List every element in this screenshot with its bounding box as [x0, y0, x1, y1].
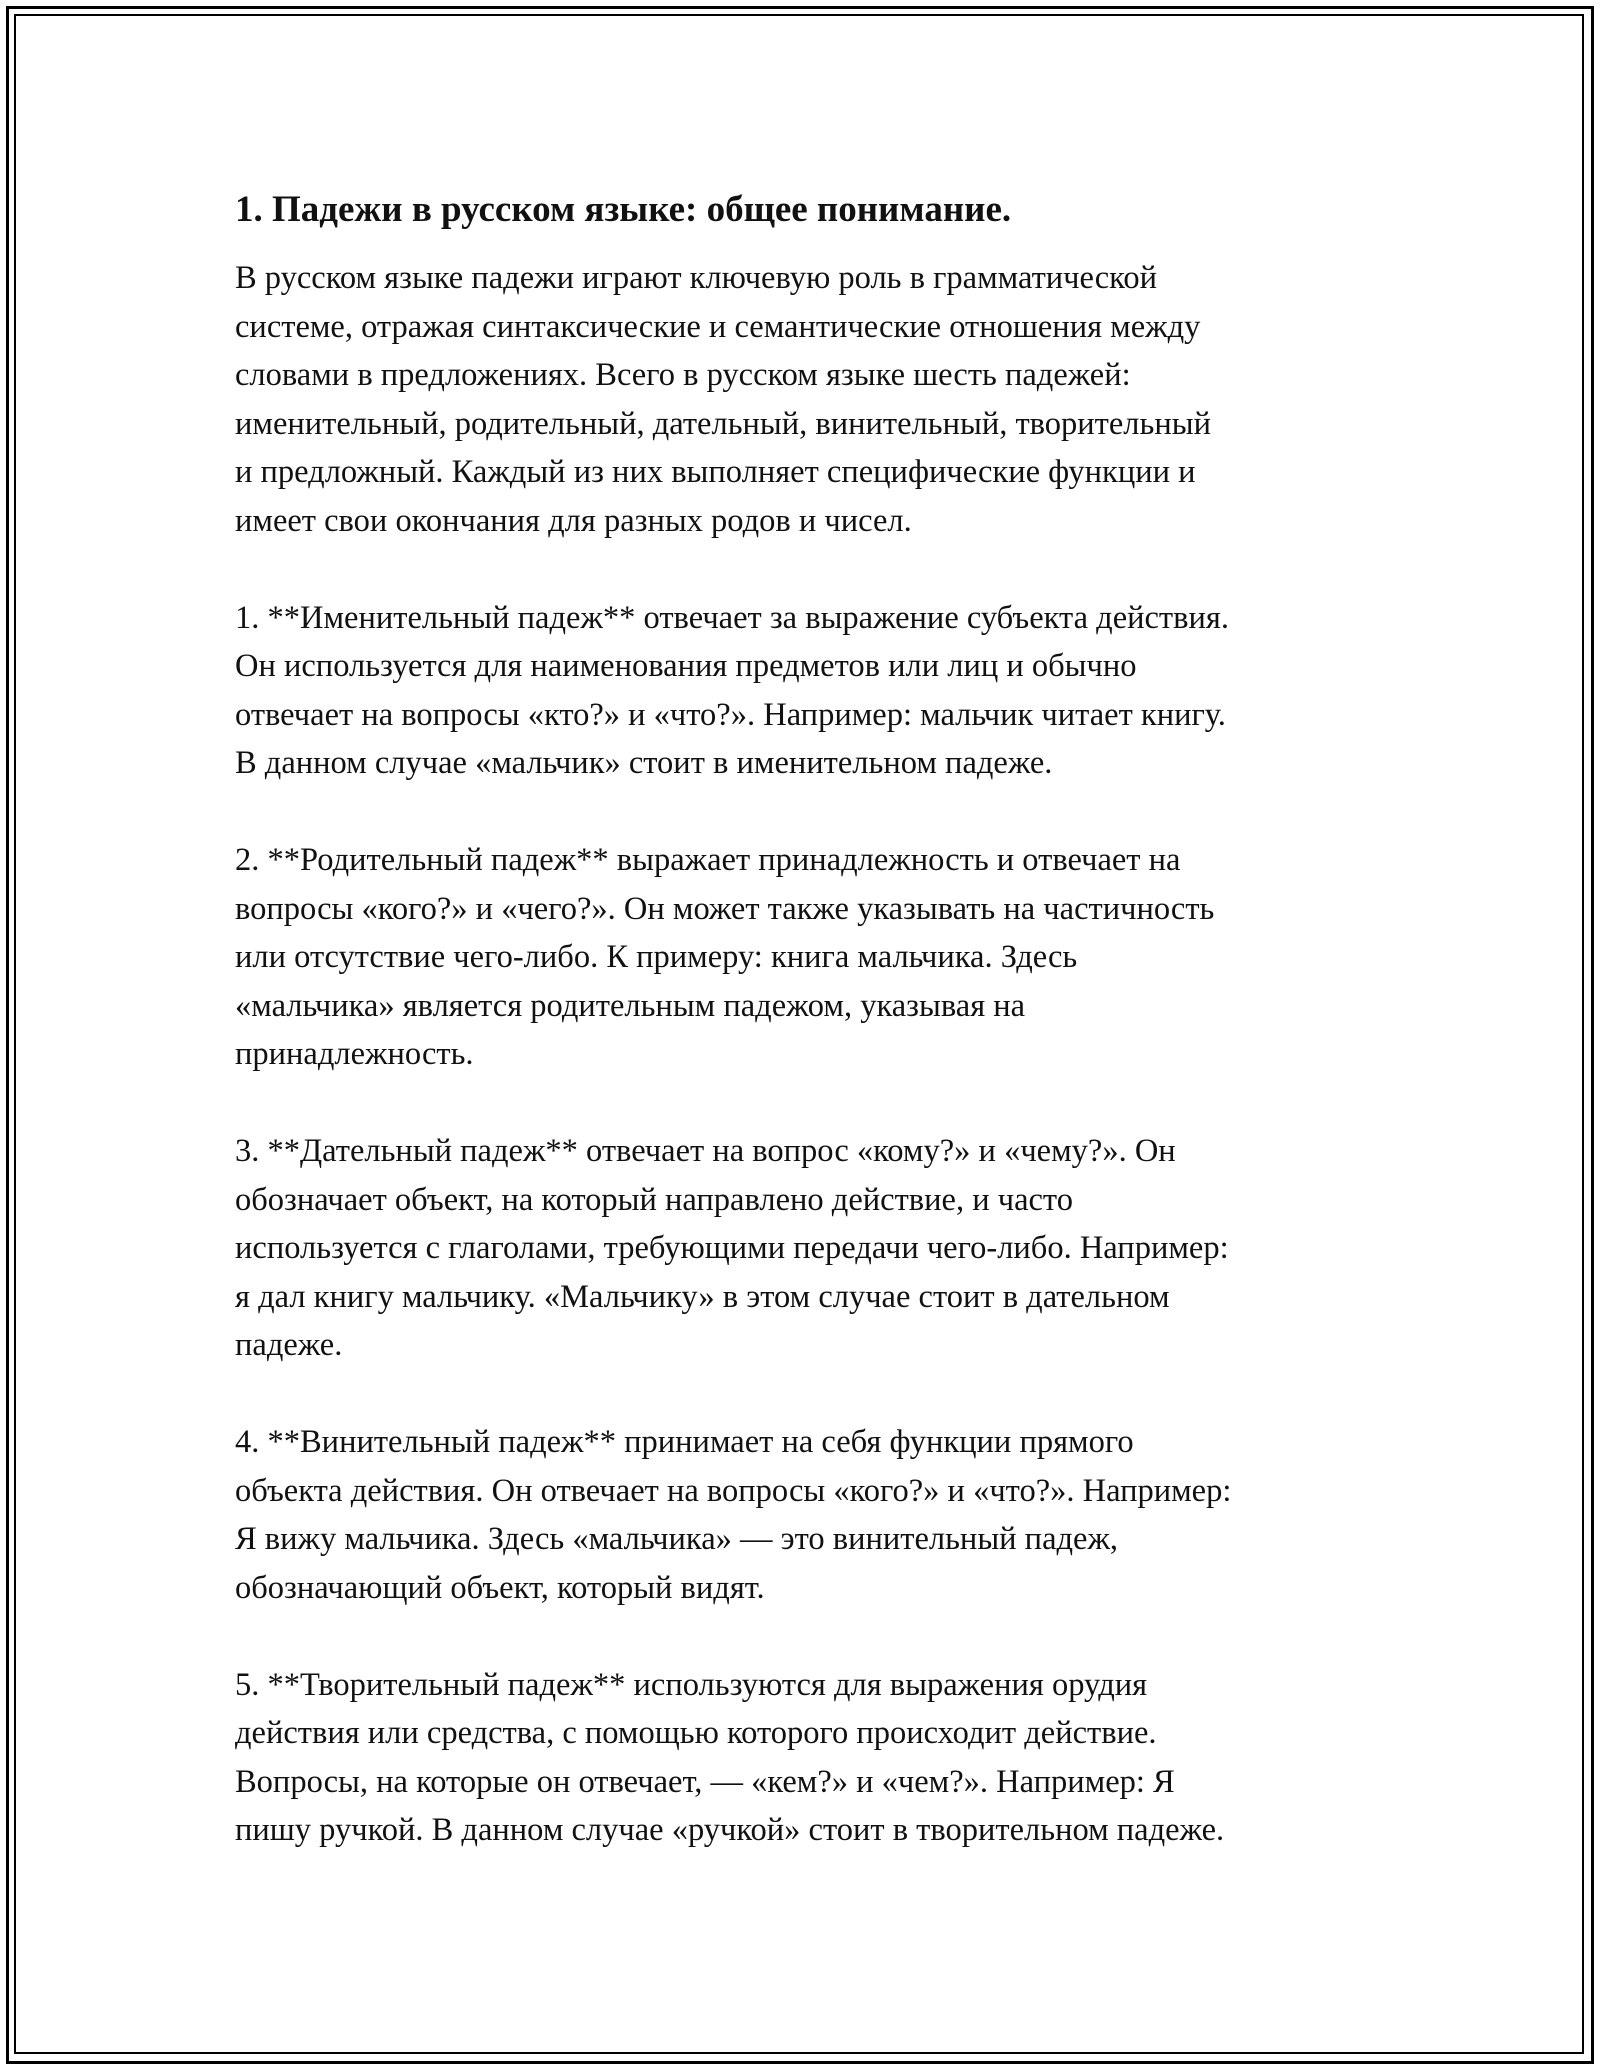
paragraph-genitive	[235, 836, 1370, 1079]
section-title: 1. Падежи в русском языке: общее понимание.	[235, 189, 1012, 230]
text-line: имеет свои окончания для разных родов и чисел.	[235, 502, 912, 539]
text-line: падеже.	[235, 1327, 343, 1363]
document-body	[235, 186, 1370, 1903]
text-line: и предложный. Каждый из них выполняет специфические функции и	[235, 454, 1196, 490]
text-line: обозначает объект, на который направлено действие, и часто	[235, 1181, 1073, 1218]
text-line: отвечает на вопросы «кто?» и «что?». Например: мальчик читает книгу.	[235, 696, 1226, 733]
text-line: действия или средства, с помощью которого происходит действие.	[235, 1715, 1157, 1751]
paragraph-intro	[235, 254, 1370, 545]
text-line: 2. **Родительный падеж** выражает принадлежность и отвечает на	[235, 842, 1181, 878]
text-line: системе, отражая синтаксические и семантические отношения между	[235, 308, 1201, 345]
text-line: пишу ручкой. В данном случае «ручкой» стоит в творительном падеже.	[235, 1812, 1225, 1848]
text-line: я дал книгу мальчику. «Мальчику» в этом случае стоит в дательном	[235, 1278, 1170, 1315]
text-line: 4. **Винительный падеж** принимает на себя функции прямого	[235, 1424, 1134, 1460]
text-line: словами в предложениях. Всего в русском языке шесть падежей:	[235, 357, 1131, 393]
text-line: принадлежность.	[235, 1036, 474, 1072]
text-line: обозначающий объект, который видят.	[235, 1569, 765, 1606]
paragraph-instrumental	[235, 1661, 1370, 1855]
paragraph-dative	[235, 1127, 1370, 1370]
text-line: 5. **Творительный падеж** используются для выражения орудия	[235, 1666, 1148, 1703]
text-line: вопросы «кого?» и «чего?». Он может также указывать на частичность	[235, 890, 1215, 927]
paragraph-nominative	[235, 594, 1370, 788]
text-line: Я вижу мальчика. Здесь «мальчика» — это винительный падеж,	[235, 1521, 1119, 1557]
text-line: В данном случае «мальчик» стоит в именительном падеже.	[235, 745, 1053, 781]
text-line: именительный, родительный, дательный, винительный, творительный	[235, 405, 1211, 442]
text-line: Вопросы, на которые он отвечает, — «кем?» и «чем?». Например: Я	[235, 1763, 1175, 1800]
text-line: 1. **Именительный падеж** отвечает за выражение субъекта действия.	[235, 599, 1229, 636]
text-line: используется с глаголами, требующими передачи чего-либо. Например:	[235, 1230, 1229, 1266]
paragraph-accusative	[235, 1418, 1370, 1612]
text-line: или отсутствие чего-либо. К примеру: книга мальчика. Здесь	[235, 939, 1078, 975]
text-line: «мальчика» является родительным падежом, указывая на	[235, 987, 1026, 1024]
text-line: объекта действия. Он отвечает на вопросы «кого?» и «что?». Например:	[235, 1472, 1232, 1509]
text-line: Он используется для наименования предметов или лиц и обычно	[235, 648, 1137, 684]
text-line: В русском языке падежи играют ключевую роль в грамматической	[235, 260, 1157, 296]
text-line: 3. **Дательный падеж** отвечает на вопрос «кому?» и «чему?». Он	[235, 1133, 1176, 1169]
